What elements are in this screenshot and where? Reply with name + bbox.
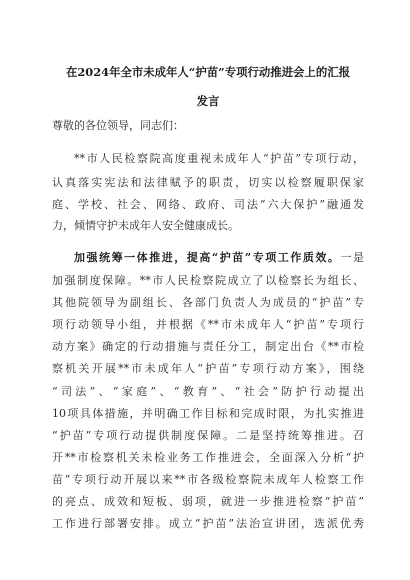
paragraph-2-line: 的亮点、成效和短板、弱项，就进一步推进检察“护苗” <box>52 495 364 508</box>
document-title-line-2: 发言 <box>196 94 220 108</box>
paragraph-1-line: 认真落实宪法和法律赋予的职责，切实以检察履职保家 <box>52 176 364 189</box>
paragraph-2-line: 加强制度保障。**市人民检察院成立了以检察长为组长、 <box>52 274 364 287</box>
paragraph-2-line: “护苗”专项行动提供制度保障。二是坚持统筹推进。召 <box>52 429 364 442</box>
paragraph-2-line: 工作进行部署安排。成立“护苗”法治宣讲团，选派优秀 <box>52 517 364 530</box>
paragraph-2-heading: 加强统筹一体推进，提高“护苗”专项工作质效。 <box>74 251 341 264</box>
paragraph-1-line: **市人民检察院高度重视未成年人“护苗”专项行动， <box>74 152 364 165</box>
paragraph-2-line: 其他院领导为副组长、各部门负责人为成员的“护苗”专 <box>52 296 364 309</box>
paragraph-2-line: 开**市检察机关未检业务工作推进会，全面深入分析“护 <box>52 451 364 464</box>
paragraph-1-line: 力，倾情守护未成年人安全健康成长。 <box>52 219 239 232</box>
paragraph-2-first-line <box>74 251 364 265</box>
paragraph-2-line: 项行动领导小组，并根据《**市未成年人“护苗”专项行 <box>52 318 364 331</box>
paragraph-2-line: 10项具体措施，并明确工作目标和完成时限，为扎实推进 <box>52 407 364 420</box>
paragraph-2-line: 苗”专项行动开展以来**市各级检察院未成年人检察工作 <box>52 473 364 486</box>
paragraph-2-line: 动方案》确定的行动措施与责任分工，制定出台《**市检 <box>52 340 364 353</box>
paragraph-1-line: 庭、学校、社会、网络、政府、司法“六大保护”融通发 <box>52 198 364 211</box>
paragraph-2-line: 察机关开展**市未成年人“护苗”专项行动方案》，围绕 <box>52 362 364 375</box>
paragraph-2-line: “司法”、“家庭”、“教育”、“社会”防护行动提出 <box>52 385 364 398</box>
salutation: 尊敬的各位领导，同志们： <box>52 119 184 132</box>
paragraph-2-heading-tail: 一是 <box>340 251 364 264</box>
document-title-line-1: 在2024年全市未成年人“护苗”专项行动推进会上的汇报 <box>65 65 350 79</box>
